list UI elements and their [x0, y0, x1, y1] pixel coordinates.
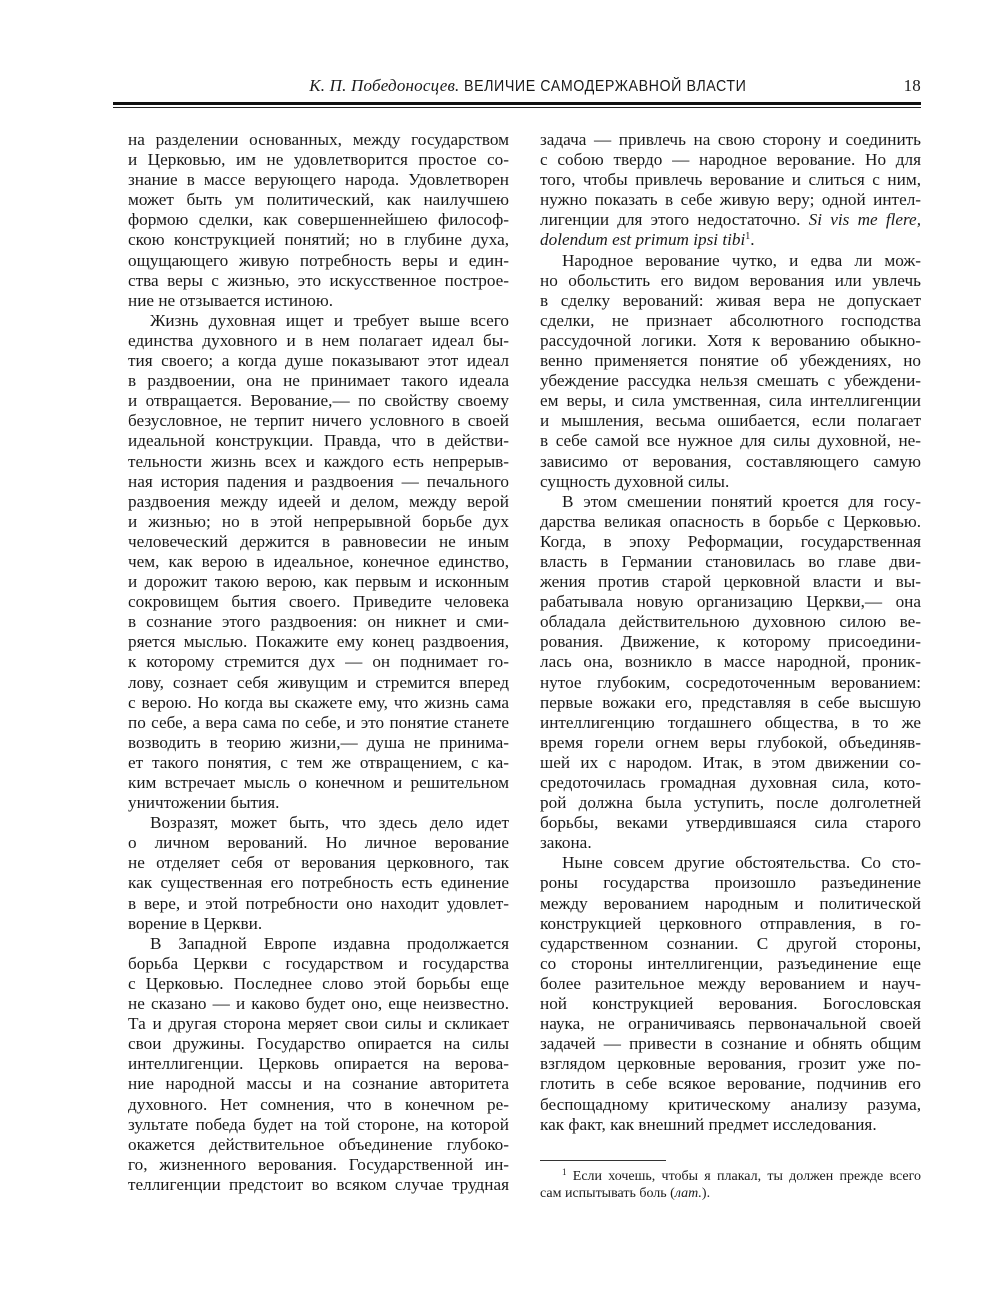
text-line: ства веры с жизнью, это искусственное построе- [128, 270, 509, 290]
text-line: скою конструкцией понятий; но в глубине духа, [128, 230, 509, 250]
latin-quote: dolendum est primum ipsi tibi [540, 230, 746, 250]
text-line: зультате победа будет на той стороне, на которой [128, 1114, 509, 1134]
text-line: сделки, не признает абсолютного господства [540, 310, 921, 330]
text-line: интеллигенции. Церковь опирается на верова- [128, 1054, 509, 1074]
text-fragment: . [750, 230, 755, 250]
text-line: в вере, и этой потребности оно находит удовлет- [128, 893, 509, 913]
paragraph-start-line: Народное верование чутко, и едва ли мож- [562, 250, 921, 270]
text-line: лась она, возникло в массе народной, проник- [540, 652, 921, 672]
text-line: ряется мыслью. Покажите ему конец раздвоения, [128, 632, 509, 652]
text-line: и дорожит такою верою, как первым и исконным [128, 572, 509, 592]
text-line: о личном верований. Но личное верование [128, 833, 509, 853]
text-line: ем веры, и сила умственная, сила интеллигенции [540, 391, 921, 411]
text-line: как факт, как внешний предмет исследования. [540, 1114, 877, 1134]
text-line: к которому стремится дух — он поднимает го- [128, 652, 509, 672]
text-line: жения против старой церковной власти и вы- [540, 572, 921, 592]
text-line: рой должна была уступить, после долголетней [540, 793, 921, 813]
text-line: со стороны интеллигенции, разъединение еще [540, 953, 921, 973]
text-line: того, чтобы привлечь верование и слиться с ним, [540, 170, 921, 190]
left-column [128, 130, 509, 1195]
text-line: задачей — привести в сознание и обнять общим [540, 1034, 921, 1054]
text-line: тельности жизнь всех и каждого есть непрерыв- [128, 451, 509, 471]
text-line: зависимо от верования, составляющего самую [540, 451, 921, 471]
text-line: наука, не ограничиваясь первоначальной своей [540, 1014, 921, 1034]
text-line: борьбы, веками утвердившаяся сила старого [540, 813, 921, 833]
text-line: с верою. Но когда вы скажете ему, что жизнь сама [128, 692, 509, 712]
footnote-text: Если хочешь, чтобы я плакал, ты должен прежде всего [572, 1169, 922, 1184]
paragraph-start-line: В этом смешении понятий кроется для госу- [562, 491, 921, 511]
text-line-with-latin [540, 210, 921, 230]
text-line: по себе, а вера сама по себе, и это понятие станете [128, 712, 509, 732]
text-fragment: лигенции для этого недостаточно. [540, 210, 801, 230]
text-line: беспощадному критическому анализу разума, [540, 1094, 921, 1114]
text-line: человеческий держится в равновесии не иным [128, 531, 509, 551]
text-line: го, жизненного верования. Государственной ин- [128, 1154, 509, 1174]
running-head-title [309, 74, 771, 99]
text-line: между верованием народным и политической [540, 893, 921, 913]
text-line: взглядом церковные верования, грозит уже по- [540, 1054, 921, 1074]
text-line: раздвоения между идеей и делом, между верой [128, 491, 509, 511]
header-rule-thick [113, 102, 921, 105]
paragraph-start-line: Жизнь духовная ищет и требует выше всего [150, 310, 509, 330]
text-line: шей их с народом. Итак, в этом движении со- [540, 752, 921, 772]
text-line: ворение в Церкви. [128, 913, 263, 933]
text-line: Когда, в эпоху Реформации, государственная [540, 531, 921, 551]
text-line: сущность духовной силы. [540, 471, 730, 491]
header-rule-thin [113, 107, 921, 108]
text-line: духовного. Нет сомнения, что в конечном ре- [128, 1094, 509, 1114]
text-line: не отделяет себя от верования церковного, так [128, 853, 509, 873]
text-line: ким встречает мысль о конечном и решительном [128, 773, 509, 792]
text-line: уничтожении бытия. [128, 793, 280, 813]
text-line: задача — привлечь на свою сторону и соединить [540, 130, 921, 149]
text-line: в сознание этого раздвоения: он никнет и сми- [128, 612, 509, 632]
text-line: средоточилась громадная духовная сила, кото- [540, 773, 921, 792]
footnote-marker: 1 [562, 1167, 567, 1177]
footnote-text: сам испытывать боль ( [540, 1186, 675, 1201]
latin-quote: Si vis me flere, [808, 210, 921, 230]
text-line: и Церковью, им не удовлетворится простое со- [128, 150, 509, 170]
text-line: может быть ум политический, как наилучшею [128, 190, 509, 210]
page-number: 18 [903, 76, 921, 95]
text-line: чем, как верою в идеальное, конечное единство, [128, 551, 509, 571]
text-line: ние народной массы и на сознание авторитета [128, 1074, 509, 1094]
text-line: рования. Движение, к которому присоедини- [540, 632, 921, 652]
text-line: знание в массе верующего народа. Удовлетворен [128, 170, 509, 190]
text-line: теллигенции предстоит во всяком случае трудная [128, 1174, 509, 1194]
text-line: возводить в теорию жизни,— душа не принима- [128, 732, 509, 752]
text-line: ная история падения и раздвоения — печального [128, 471, 509, 491]
text-line: сударственном сознании. С другой стороны, [540, 933, 921, 953]
text-line: сокровищем бытия своего. Приведите человека [128, 592, 509, 612]
text-line: венно применяется понятие об убеждениях, но [540, 351, 921, 371]
text-line: конструкцией церковного отправления, в го- [540, 913, 921, 933]
text-line: Та и другая сторона меряет свои силы и скликает [128, 1014, 509, 1034]
text-line: в себе самой все нужное для силы духовной, не- [540, 431, 921, 451]
text-line: время горели огнем веры глубокой, объединяв- [540, 732, 921, 752]
text-line: глотить в себе всякое верование, подчинив его [540, 1074, 921, 1094]
author-name: К. П. Победоносцев. [309, 76, 460, 95]
text-line: лову, сознает себя живущим и стремится вперед [128, 672, 509, 692]
text-line: не сказано — и каково будет оно, еще неизвестно. [128, 994, 509, 1014]
text-line: борьба Церкви с государством и государства [128, 953, 509, 973]
text-line: тия своего; а когда душе показывают этот идеал [128, 351, 509, 371]
text-line: рабатывала новую организацию Церкви,— она [540, 592, 921, 612]
footnote-abbrev: лат. [674, 1186, 702, 1201]
text-line: с собою твердо — народное верование. Но для [540, 150, 921, 170]
text-line: ние не отзывается истиною. [128, 290, 334, 310]
text-line: закона. [540, 833, 592, 853]
text-line: интеллигенцию тогдашнего общества, в то же [540, 712, 921, 732]
paragraph-start-line: Ныне совсем другие обстоятельства. Со сто- [562, 853, 921, 873]
text-line: и жизнью; но в этой непрерывной борьбе дух [128, 511, 509, 531]
text-line: убеждение рассудка нельзя смешать с убеждени- [540, 371, 921, 391]
text-line: ет такого понятия, с тем же отвращением, с ка- [128, 752, 509, 772]
text-line: окажется действительное объединение глубоко- [128, 1134, 509, 1154]
text-line: нужно показать в себе живую веру; одной интел- [540, 190, 921, 210]
text-line: идеальной конструкции. Правда, что в действи- [128, 431, 509, 451]
running-head [113, 74, 921, 98]
text-line: ной конструкцией верования. Богословская [540, 994, 921, 1014]
footnote-text: ). [701, 1186, 711, 1201]
text-line: более разительное между верованием и науч- [540, 973, 921, 993]
text-line: но обольстить его видом верования или увлечь [540, 270, 921, 290]
footnote [540, 1168, 921, 1202]
text-line: на разделении основанных, между государством [128, 130, 509, 149]
text-line: в раздвоении, она не принимает такого идеала [128, 371, 509, 391]
footnote-line [540, 1168, 921, 1185]
footnote-reference[interactable]: 1 [745, 231, 751, 243]
text-line: единства духовного и в нем полагает идеал бы- [128, 330, 509, 350]
footnote-line [540, 1185, 921, 1202]
text-line: власть в Германии становилась во главе дви- [540, 551, 921, 571]
text-line: как существенная его потребность есть единение [128, 873, 509, 893]
text-line: рассудочной логики. Хотя к верованию обыкно- [540, 330, 921, 350]
text-line: формою сделки, как совершеннейшею философ- [128, 210, 509, 230]
text-line: роны государства произошло разъединение [540, 873, 921, 893]
text-line-with-latin [540, 230, 921, 250]
text-line: и мышления, весьма ошибается, если полагает [540, 411, 921, 431]
text-line: свои дружины. Государство опирается на силы [128, 1034, 509, 1054]
text-line: первые вожаки его, представляя в себе высшую [540, 692, 921, 712]
work-title: ВЕЛИЧИЕ САМОДЕРЖАВНОЙ ВЛАСТИ [463, 78, 747, 95]
text-line: с Церковью. Последнее слово этой борьбы еще [128, 973, 509, 993]
text-line: в сделку верований: живая вера не допускает [540, 290, 921, 310]
paragraph-start-line: Возразят, может быть, что здесь дело идет [150, 813, 509, 833]
text-line: безусловное, не терпит ничего условного в своей [128, 411, 509, 431]
text-line: нутое глубоким, сосредоточенным верованием: [540, 672, 921, 692]
right-column [540, 130, 921, 1135]
paragraph-start-line: В Западной Европе издавна продолжается [150, 933, 509, 953]
text-line: ощущающего живую потребность веры и един- [128, 250, 509, 270]
text-line: дарства великая опасность в борьбе с Церковью. [540, 511, 921, 531]
text-line: обладала действительною духовною силою ве- [540, 612, 921, 632]
text-line: и отвращается. Верование,— по свойству своему [128, 391, 509, 411]
footnote-separator [540, 1160, 666, 1161]
